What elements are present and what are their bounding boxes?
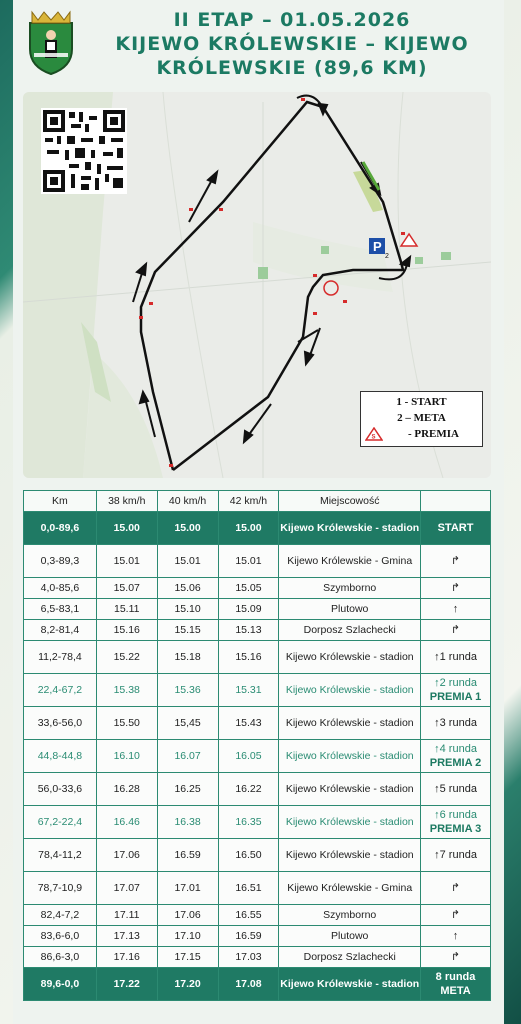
title-line-3: KRÓLEWSKIE (89,6 KM): [156, 57, 428, 79]
direction-cell: [421, 545, 491, 578]
direction-sub-text: PREMIA 1: [429, 691, 482, 703]
place-cell: Kijewo Królewskie - stadion: [279, 674, 421, 707]
time-38-cell: 15.16: [96, 620, 157, 641]
direction-text: ↑3 runda: [434, 717, 477, 729]
premia-marker-icon: [401, 234, 417, 246]
table-row: [24, 545, 491, 578]
table-row: [24, 947, 491, 968]
place-cell: Kijewo Królewskie - stadion: [279, 641, 421, 674]
time-38-cell: 15.00: [96, 512, 157, 545]
time-40-cell: 17.15: [157, 947, 218, 968]
direction-cell: [421, 839, 491, 872]
time-42-cell: 16.35: [218, 806, 279, 839]
table-row: [24, 512, 491, 545]
direction-sub-text: META: [440, 985, 471, 997]
direction-text: ↑6 runda: [434, 809, 477, 821]
km-cell: 67,2-22,4: [24, 806, 97, 839]
direction-text: ↑1 runda: [434, 651, 477, 663]
time-40-cell: 17.10: [157, 926, 218, 947]
km-cell: 6,5-83,1: [24, 599, 97, 620]
direction-sub-text: PREMIA 2: [429, 757, 482, 769]
table-row: [24, 707, 491, 740]
direction-cell: [421, 773, 491, 806]
direction-cell: [421, 947, 491, 968]
time-40-cell: 15.00: [157, 512, 218, 545]
direction-text: ↱: [450, 951, 461, 963]
time-38-cell: 15.38: [96, 674, 157, 707]
direction-cell: [421, 740, 491, 773]
time-38-cell: 17.22: [96, 968, 157, 1001]
direction-text: ↑2 runda: [434, 677, 477, 689]
place-cell: Szymborno: [279, 905, 421, 926]
time-42-cell: 15.09: [218, 599, 279, 620]
legend-finish: 2 – META: [397, 412, 446, 424]
time-42-cell: 15.16: [218, 641, 279, 674]
direction-cell: [421, 968, 491, 1001]
place-cell: Plutowo: [279, 599, 421, 620]
direction-text: ↑4 runda: [434, 743, 477, 755]
km-cell: 11,2-78,4: [24, 641, 97, 674]
time-40-cell: 15.01: [157, 545, 218, 578]
direction-cell: [421, 641, 491, 674]
table-row: [24, 773, 491, 806]
time-38-cell: 15.11: [96, 599, 157, 620]
header-place: Miejscowość: [279, 491, 421, 512]
place-cell: Kijewo Królewskie - stadion: [279, 839, 421, 872]
svg-text:S: S: [371, 434, 376, 441]
km-cell: 4,0-85,6: [24, 578, 97, 599]
page-title: [92, 8, 492, 80]
direction-cell: [421, 674, 491, 707]
km-cell: 89,6-0,0: [24, 968, 97, 1001]
km-cell: 22,4-67,2: [24, 674, 97, 707]
header-direction: [421, 491, 491, 512]
time-38-cell: 15.22: [96, 641, 157, 674]
time-42-cell: 15.00: [218, 512, 279, 545]
direction-text: ↱: [450, 882, 461, 894]
direction-text: ↑: [452, 930, 459, 942]
time-38-cell: 15.07: [96, 578, 157, 599]
qr-code[interactable]: [41, 108, 127, 194]
km-cell: 83,6-6,0: [24, 926, 97, 947]
stadium-marker-icon: [324, 281, 338, 295]
table-row: [24, 599, 491, 620]
km-cell: 8,2-81,4: [24, 620, 97, 641]
time-38-cell: 16.10: [96, 740, 157, 773]
time-38-cell: 16.46: [96, 806, 157, 839]
direction-cell: [421, 905, 491, 926]
time-40-cell: 15.15: [157, 620, 218, 641]
time-38-cell: 17.13: [96, 926, 157, 947]
time-42-cell: 15.31: [218, 674, 279, 707]
legend-premia: - PREMIA: [407, 428, 460, 440]
time-38-cell: 17.06: [96, 839, 157, 872]
direction-cell: [421, 578, 491, 599]
place-cell: Kijewo Królewskie - stadion: [279, 773, 421, 806]
table-row: [24, 674, 491, 707]
time-42-cell: 15.43: [218, 707, 279, 740]
km-cell: 78,4-11,2: [24, 839, 97, 872]
place-cell: Plutowo: [279, 926, 421, 947]
time-40-cell: 17.01: [157, 872, 218, 905]
time-40-cell: 16.38: [157, 806, 218, 839]
table-row: [24, 968, 491, 1001]
direction-text: ↑7 runda: [434, 849, 477, 861]
direction-text: 8 runda: [435, 971, 476, 983]
place-cell: Kijewo Królewskie - stadion: [279, 740, 421, 773]
timetable-header-row: [24, 491, 491, 512]
place-cell: Kijewo Królewskie - stadion: [279, 968, 421, 1001]
place-cell: Kijewo Królewskie - Gmina: [279, 545, 421, 578]
direction-cell: [421, 512, 491, 545]
direction-text: ↱: [450, 582, 461, 594]
title-line-2: KIJEWO KRÓLEWSKIE – KIJEWO: [115, 33, 469, 55]
parking-label: P: [373, 239, 382, 254]
time-40-cell: 17.20: [157, 968, 218, 1001]
time-42-cell: 16.05: [218, 740, 279, 773]
table-row: [24, 905, 491, 926]
time-40-cell: 16.59: [157, 839, 218, 872]
time-40-cell: 15.18: [157, 641, 218, 674]
map-legend: [360, 391, 483, 447]
header-42: 42 km/h: [218, 491, 279, 512]
time-40-cell: 17.06: [157, 905, 218, 926]
table-row: [24, 872, 491, 905]
time-38-cell: 17.07: [96, 872, 157, 905]
direction-text: ↱: [450, 555, 461, 567]
time-42-cell: 16.22: [218, 773, 279, 806]
header-40: 40 km/h: [157, 491, 218, 512]
place-cell: Kijewo Królewskie - Gmina: [279, 872, 421, 905]
km-cell: 82,4-7,2: [24, 905, 97, 926]
time-38-cell: 15.01: [96, 545, 157, 578]
time-42-cell: 16.51: [218, 872, 279, 905]
km-cell: 0,3-89,3: [24, 545, 97, 578]
direction-text: ↱: [450, 909, 461, 921]
legend-premia-icon: [365, 427, 383, 441]
place-cell: Kijewo Królewskie - stadion: [279, 707, 421, 740]
direction-text: START: [437, 522, 474, 534]
time-42-cell: 15.01: [218, 545, 279, 578]
km-cell: 44,8-44,8: [24, 740, 97, 773]
time-42-cell: 17.08: [218, 968, 279, 1001]
time-38-cell: 17.11: [96, 905, 157, 926]
time-38-cell: 16.28: [96, 773, 157, 806]
header-38: 38 km/h: [96, 491, 157, 512]
time-42-cell: 16.55: [218, 905, 279, 926]
direction-cell: [421, 872, 491, 905]
direction-cell: [421, 806, 491, 839]
direction-text: ↑: [452, 603, 459, 615]
table-row: [24, 578, 491, 599]
direction-cell: [421, 599, 491, 620]
coat-of-arms-logo: [24, 9, 78, 75]
table-row: [24, 806, 491, 839]
time-42-cell: 16.59: [218, 926, 279, 947]
table-row: [24, 620, 491, 641]
km-cell: 33,6-56,0: [24, 707, 97, 740]
time-40-cell: 15.06: [157, 578, 218, 599]
time-40-cell: 15,45: [157, 707, 218, 740]
direction-cell: [421, 620, 491, 641]
legend-start: 1 - START: [396, 396, 447, 408]
place-cell: Kijewo Królewskie - stadion: [279, 512, 421, 545]
table-row: [24, 641, 491, 674]
finish-number-label: 2: [385, 253, 389, 260]
time-40-cell: 15.10: [157, 599, 218, 620]
time-40-cell: 16.07: [157, 740, 218, 773]
time-38-cell: 17.16: [96, 947, 157, 968]
direction-cell: [421, 707, 491, 740]
place-cell: Dorposz Szlachecki: [279, 947, 421, 968]
time-42-cell: 15.05: [218, 578, 279, 599]
time-38-cell: 15.50: [96, 707, 157, 740]
km-cell: 86,6-3,0: [24, 947, 97, 968]
table-row: [24, 839, 491, 872]
title-line-1: II ETAP – 01.05.2026: [173, 9, 411, 31]
time-40-cell: 15.36: [157, 674, 218, 707]
direction-text: ↑5 runda: [434, 783, 477, 795]
km-cell: 0,0-89,6: [24, 512, 97, 545]
place-cell: Szymborno: [279, 578, 421, 599]
place-cell: Kijewo Królewskie - stadion: [279, 806, 421, 839]
direction-cell: [421, 926, 491, 947]
place-cell: Dorposz Szlachecki: [279, 620, 421, 641]
km-cell: 56,0-33,6: [24, 773, 97, 806]
direction-text: ↱: [450, 624, 461, 636]
timetable: [23, 490, 491, 1001]
time-42-cell: 16.50: [218, 839, 279, 872]
time-42-cell: 17.03: [218, 947, 279, 968]
time-42-cell: 15.13: [218, 620, 279, 641]
time-40-cell: 16.25: [157, 773, 218, 806]
km-cell: 78,7-10,9: [24, 872, 97, 905]
direction-sub-text: PREMIA 3: [429, 823, 482, 835]
table-row: [24, 926, 491, 947]
table-row: [24, 740, 491, 773]
header-km: Km: [24, 491, 97, 512]
